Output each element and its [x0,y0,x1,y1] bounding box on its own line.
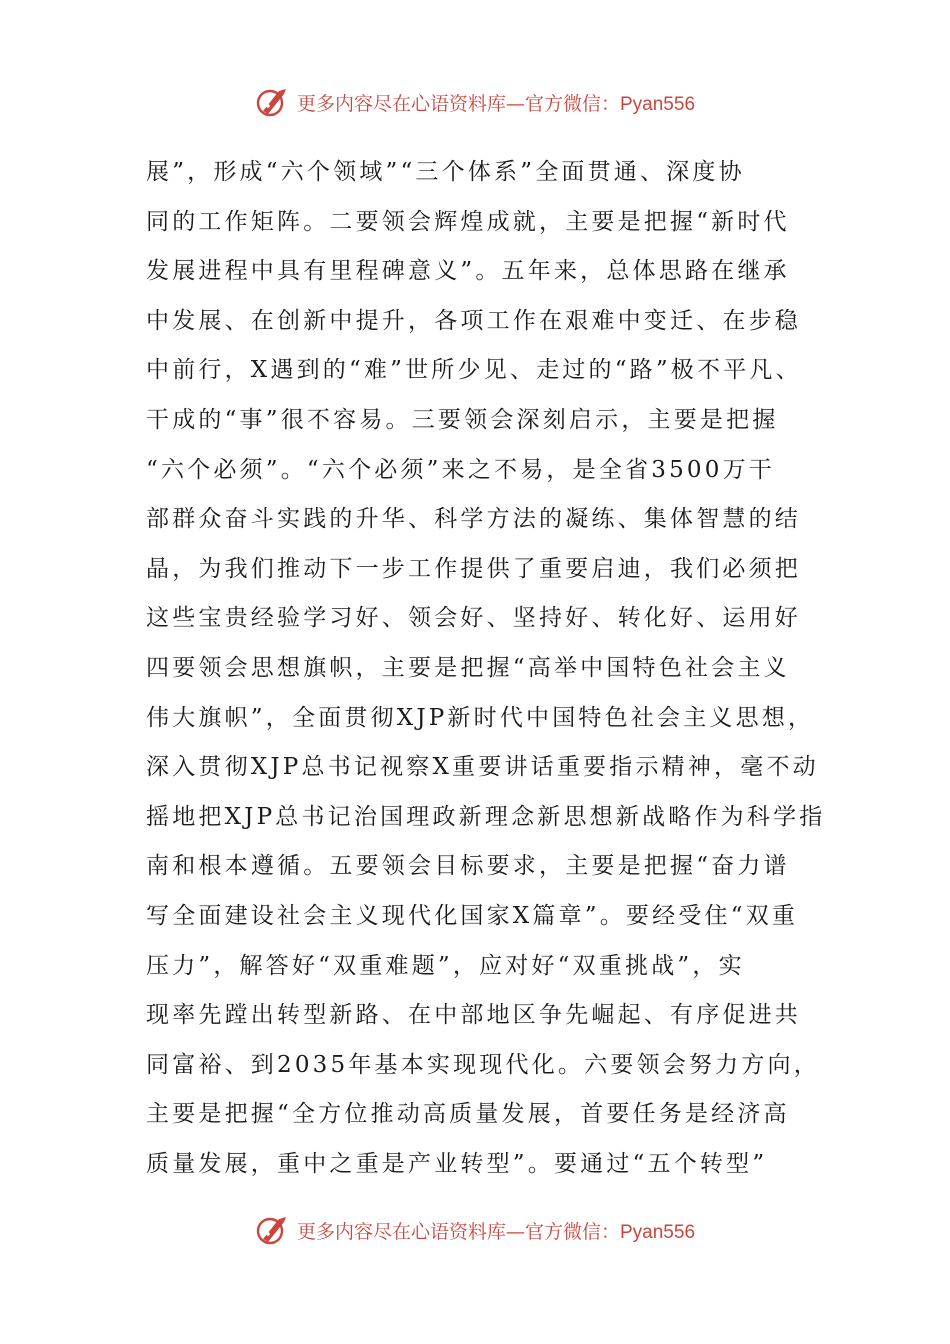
body-line: 主要是把握“全方位推动高质量发展，首要任务是经济高 [146,1101,790,1128]
document-body [146,148,826,1189]
body-line: 现率先蹚出转型新路、在中部地区争先崛起、有序促进共 [146,1002,801,1029]
body-line: 这些宝贵经验学习好、领会好、坚持好、转化好、运用好 [146,605,801,632]
body-line: 南和根本遵循。五要领会目标要求，主要是把握“奋力谱 [146,853,790,880]
footer-banner [0,1208,950,1252]
body-line: 晶，为我们推动下一步工作提供了重要启迪，我们必须把 [146,555,801,582]
body-line: 发展进程中具有里程碑意义”。五年来，总体思路在继承 [146,258,790,285]
body-line: 四要领会思想旗帜，主要是把握“高举中国特色社会主义 [146,654,790,681]
body-line: 中前行，X遇到的“难”世所少见、走过的“路”极不平凡、 [146,357,802,384]
body-line: 干成的“事”很不容易。三要领会深刻启示，主要是把握 [146,406,779,433]
body-line: 部群众奋斗实践的升华、科学方法的凝练、集体智慧的结 [146,506,801,533]
header-banner [0,80,950,124]
body-line: 同富裕、到2035年基本实现现代化。六要领会努力方向， [146,1051,820,1078]
body-line: 摇地把XJP总书记治国理政新理念新思想新战略作为科学指 [146,803,826,830]
body-line: 压力”，解答好“双重难题”，应对好“双重挑战”，实 [146,952,745,979]
body-line: “六个必须”。“六个必须”来之不易，是全省3500万干 [146,456,775,483]
pen-nib-logo-icon [255,1213,289,1247]
body-line: 深入贯彻XJP总书记视察X重要讲话重要指示精神，毫不动 [146,754,819,781]
banner-text: 更多内容尽在心语资料库—官方微信：Pyan556 [296,92,696,115]
body-line: 伟大旗帜”，全面贯彻XJP新时代中国特色社会主义思想， [146,704,815,731]
pen-nib-logo-icon [255,85,289,119]
body-line: 中发展、在创新中提升，各项工作在艰难中变迁、在步稳 [146,307,801,334]
body-line: 写全面建设社会主义现代化国家X篇章”。要经受住“双重 [146,902,799,929]
banner-text: 更多内容尽在心语资料库—官方微信：Pyan556 [296,1220,696,1243]
body-line: 展”，形成“六个领域”“三个体系”全面贯通、深度协 [146,159,745,185]
body-line: 同的工作矩阵。二要领会辉煌成就，主要是把握“新时代 [146,208,790,235]
body-line: 质量发展，重中之重是产业转型”。要通过“五个转型” [146,1150,768,1177]
